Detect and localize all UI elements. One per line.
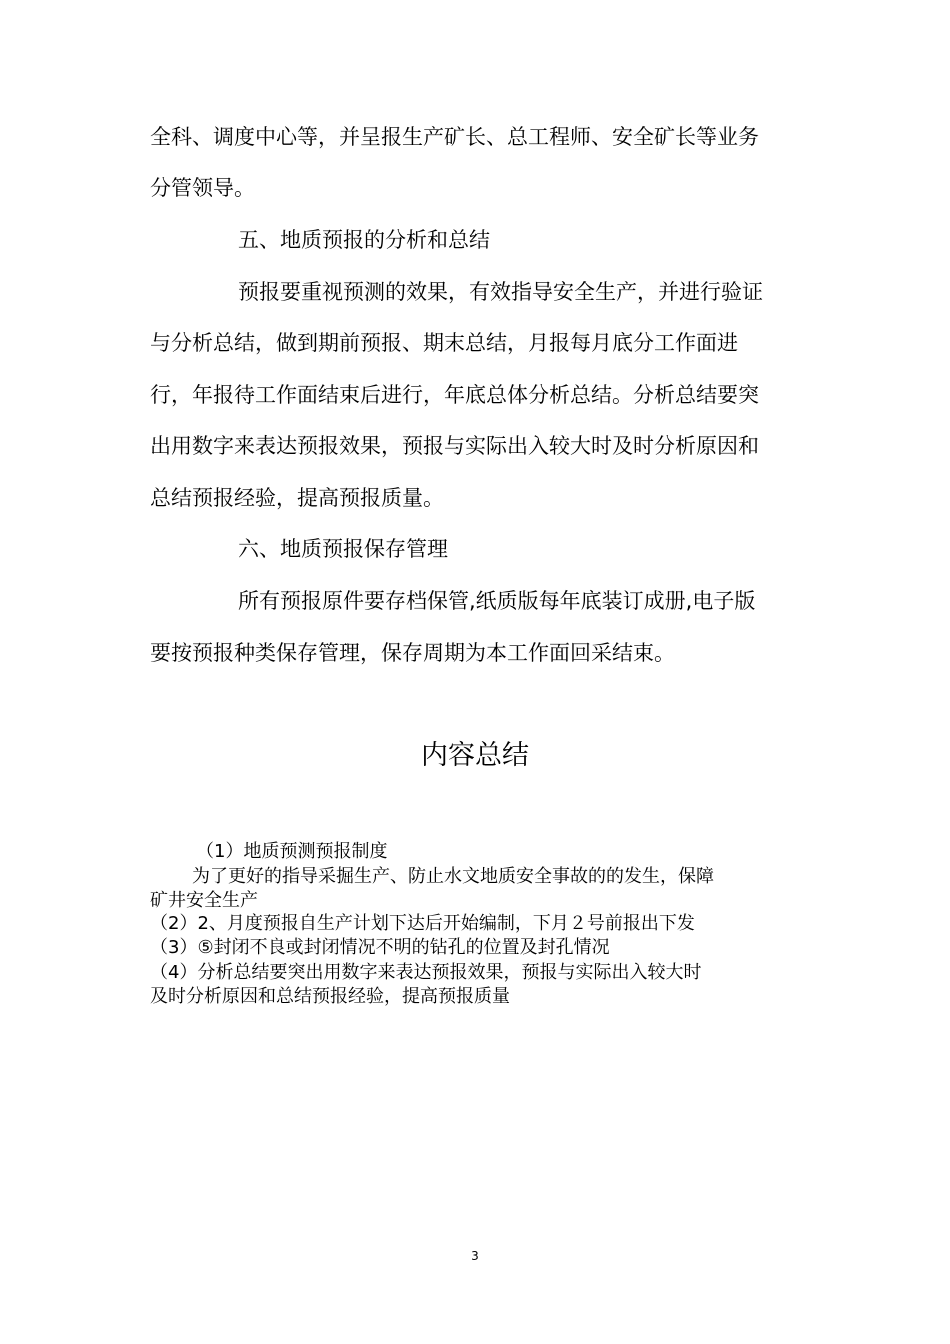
summary-line: 为了更好的指导采掘生产、防止水文地质安全事故的的发生，保障 <box>192 866 714 887</box>
summary-line: （1）地质预测预报制度 <box>196 841 388 862</box>
summary-title: 内容总结 <box>421 740 529 771</box>
body-line: 全科、调度中心等，并呈报生产矿长、总工程师、安全矿长等业务 <box>150 125 759 149</box>
summary-line: 及时分析原因和总结预报经验，提高预报质量 <box>150 986 510 1007</box>
body-line: 要按预报种类保存管理，保存周期为本工作面回采结束。 <box>150 641 675 665</box>
body-line: 与分析总结，做到期前预报、期末总结，月报每月底分工作面进 <box>150 331 738 355</box>
page-number: 3 <box>471 1249 479 1263</box>
body-line: 预报要重视预测的效果，有效指导安全生产，并进行验证 <box>238 280 763 304</box>
section-heading-5: 五、地质预报的分析和总结 <box>238 228 490 252</box>
body-line: 总结预报经验，提高预报质量。 <box>150 486 444 510</box>
summary-line: （4）分析总结要突出用数字来表达预报效果，预报与实际出入较大时 <box>150 962 702 983</box>
body-line: 所有预报原件要存档保管,纸质版每年底装订成册,电子版 <box>238 589 756 613</box>
section-heading-6: 六、地质预报保存管理 <box>238 537 448 561</box>
body-line: 出用数字来表达预报效果，预报与实际出入较大时及时分析原因和 <box>150 434 759 458</box>
body-line: 行，年报待工作面结束后进行，年底总体分析总结。分析总结要突 <box>150 383 759 407</box>
summary-line: （3）⑤封闭不良或封闭情况不明的钻孔的位置及封孔情况 <box>150 937 610 958</box>
summary-line: 矿井安全生产 <box>150 890 258 911</box>
summary-line: （2）2、月度预报自生产计划下达后开始编制，下月２号前报出下发 <box>150 913 695 934</box>
body-line: 分管领导。 <box>150 176 255 200</box>
